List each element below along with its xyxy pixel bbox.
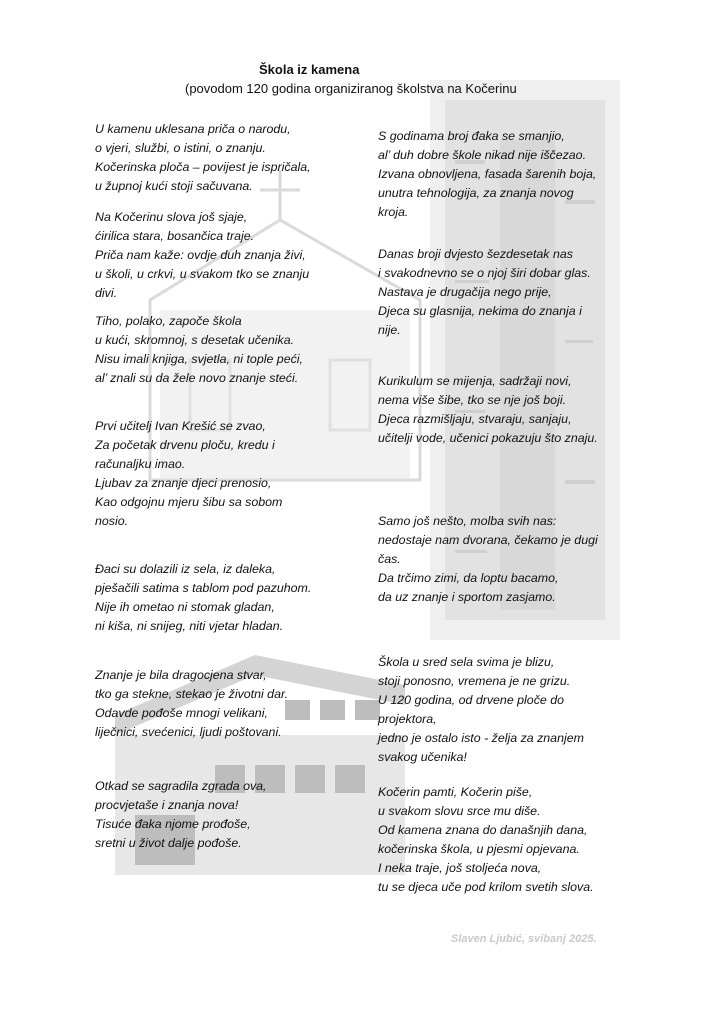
poem-line: Na Kočerinu slova još sjaje, bbox=[95, 210, 248, 224]
poem-line: Kao odgojnu mjeru šibu sa sobom bbox=[95, 495, 283, 509]
poem-line: sretni u život dalje pođoše. bbox=[95, 836, 242, 850]
poem-line: Otkad se sagradila zgrada ova, bbox=[95, 779, 267, 793]
stanza bbox=[378, 783, 594, 897]
poem-line: Nije ih ometao ni stomak gladan, bbox=[95, 600, 275, 614]
poem-line: Tisuće đaka njome prođoše, bbox=[95, 817, 251, 831]
poem-line: Kurikulum se mijenja, sadržaji novi, bbox=[378, 374, 572, 388]
stanza bbox=[378, 653, 584, 767]
author-signature: Slaven Ljubić, svibanj 2025. bbox=[451, 933, 597, 945]
poem-line: ni kiša, ni snijeg, niti vjetar hladan. bbox=[95, 619, 284, 633]
poem-line: u svakom slovu srce mu diše. bbox=[378, 804, 541, 818]
poem-line: Đaci su dolazili iz sela, iz daleka, bbox=[95, 562, 276, 576]
poem-line: divi. bbox=[95, 286, 118, 300]
poem-line: projektora, bbox=[378, 712, 437, 726]
poem-line: Nisu imali knjiga, svjetla, ni tople peći, bbox=[95, 352, 303, 366]
poem-title: Škola iz kamena bbox=[259, 62, 360, 77]
poem-line: stoji ponosno, vremena je ne grizu. bbox=[378, 674, 571, 688]
poem-line: U 120 godina, od drvene ploče do bbox=[378, 693, 564, 707]
stanza bbox=[378, 372, 598, 448]
poem-line: jedno je ostalo isto - želja za znanjem bbox=[378, 731, 584, 745]
poem-line: računaljku imao. bbox=[95, 457, 186, 471]
stanza bbox=[95, 777, 267, 853]
stanza bbox=[95, 666, 288, 742]
stanza bbox=[95, 417, 282, 531]
stanza bbox=[95, 120, 311, 196]
poem-line: u kući, skromnoj, s desetak učenika. bbox=[95, 333, 295, 347]
stanza bbox=[378, 127, 596, 222]
poem-line: Znanje je bila dragocjena stvar, bbox=[95, 668, 267, 682]
poem-line: Samo još nešto, molba svih nas: bbox=[378, 514, 557, 528]
poem-line: Odavde pođoše mnogi velikani, bbox=[95, 706, 268, 720]
poem-line: u školi, u crkvi, u svakom tko se znanju bbox=[95, 267, 310, 281]
poem-line: Za početak drvenu ploču, kredu i bbox=[95, 438, 275, 452]
poem-line: U kamenu uklesana priča o narodu, bbox=[95, 122, 291, 136]
poem-line: Od kamena znana do današnjih dana, bbox=[378, 823, 588, 837]
poem-line: al’ duh dobre škole nikad nije iščezao. bbox=[378, 148, 587, 162]
poem-line: al’ znali su da žele novo znanje steći. bbox=[95, 371, 299, 385]
poem-line: nema više šibe, tko se nje još boji. bbox=[378, 393, 567, 407]
poem-subtitle: (povodom 120 godina organiziranog školstva na Kočerinu bbox=[185, 81, 517, 96]
poem-line: Prvi učitelj Ivan Krešić se zvao, bbox=[95, 419, 266, 433]
poem-line: učitelji vode, učenici pokazuju što znaju. bbox=[378, 431, 598, 445]
poem-line: Da trčimo zimi, da loptu bacamo, bbox=[378, 571, 559, 585]
poem-line: Nastava je drugačija nego prije, bbox=[378, 285, 552, 299]
poem-line: liječnici, svećenici, ljudi poštovani. bbox=[95, 725, 282, 739]
poem-line: Ljubav za znanje djeci prenosio, bbox=[95, 476, 272, 490]
poem-line: pješačili satima s tablom pod pazuhom. bbox=[95, 581, 312, 595]
stanza bbox=[95, 312, 303, 388]
poem-line: da uz znanje i sportom zasjamo. bbox=[378, 590, 556, 604]
poem-line: o vjeri, službi, o istini, o znanju. bbox=[95, 141, 266, 155]
poem-line: i svakodnevno se o njoj širi dobar glas. bbox=[378, 266, 591, 280]
poem-line: Djeca su glasnija, nekima do znanja i bbox=[378, 304, 582, 318]
poem-line: Kočerinska ploča – povijest je ispričala, bbox=[95, 160, 311, 174]
stanza bbox=[378, 512, 598, 607]
poem-line: nosio. bbox=[95, 514, 129, 528]
poem-line: čas. bbox=[378, 552, 401, 566]
poem-line: S godinama broj đaka se smanjio, bbox=[378, 129, 565, 143]
poem-line: nedostaje nam dvorana, čekamo je dugi bbox=[378, 533, 598, 547]
poem-line: kroja. bbox=[378, 205, 409, 219]
poem-line: svakog učenika! bbox=[378, 750, 467, 764]
poem-line: Djeca razmišljaju, stvaraju, sanjaju, bbox=[378, 412, 572, 426]
poem-line: Kočerin pamti, Kočerin piše, bbox=[378, 785, 533, 799]
poem-line: procvjetaše i znanja nova! bbox=[95, 798, 239, 812]
poem-line: nije. bbox=[378, 323, 401, 337]
poem-line: Danas broji dvjesto šezdesetak nas bbox=[378, 247, 573, 261]
poem-line: I neka traje, još stoljeća nova, bbox=[378, 861, 542, 875]
stanza bbox=[378, 245, 591, 340]
poem-line: u župnoj kući stoji sačuvana. bbox=[95, 179, 253, 193]
poem-line: Izvana obnovljena, fasada šarenih boja, bbox=[378, 167, 597, 181]
poem-line: unutra tehnologija, za znanja novog bbox=[378, 186, 574, 200]
poem-line: Priča nam kaže: ovdje duh znanja živi, bbox=[95, 248, 306, 262]
poem-line: Škola u sred sela svima je blizu, bbox=[378, 655, 555, 669]
poem-line: tu se djeca uče pod krilom svetih slova. bbox=[378, 880, 594, 894]
poem-line: kočerinska škola, u pjesmi opjevana. bbox=[378, 842, 580, 856]
stanza bbox=[95, 560, 311, 636]
poem-line: tko ga stekne, stekao je životni dar. bbox=[95, 687, 289, 701]
poem-line: Tiho, polako, započe škola bbox=[95, 314, 242, 328]
stanza bbox=[95, 208, 309, 303]
poem-line: ćirilica stara, bosančica traje. bbox=[95, 229, 255, 243]
